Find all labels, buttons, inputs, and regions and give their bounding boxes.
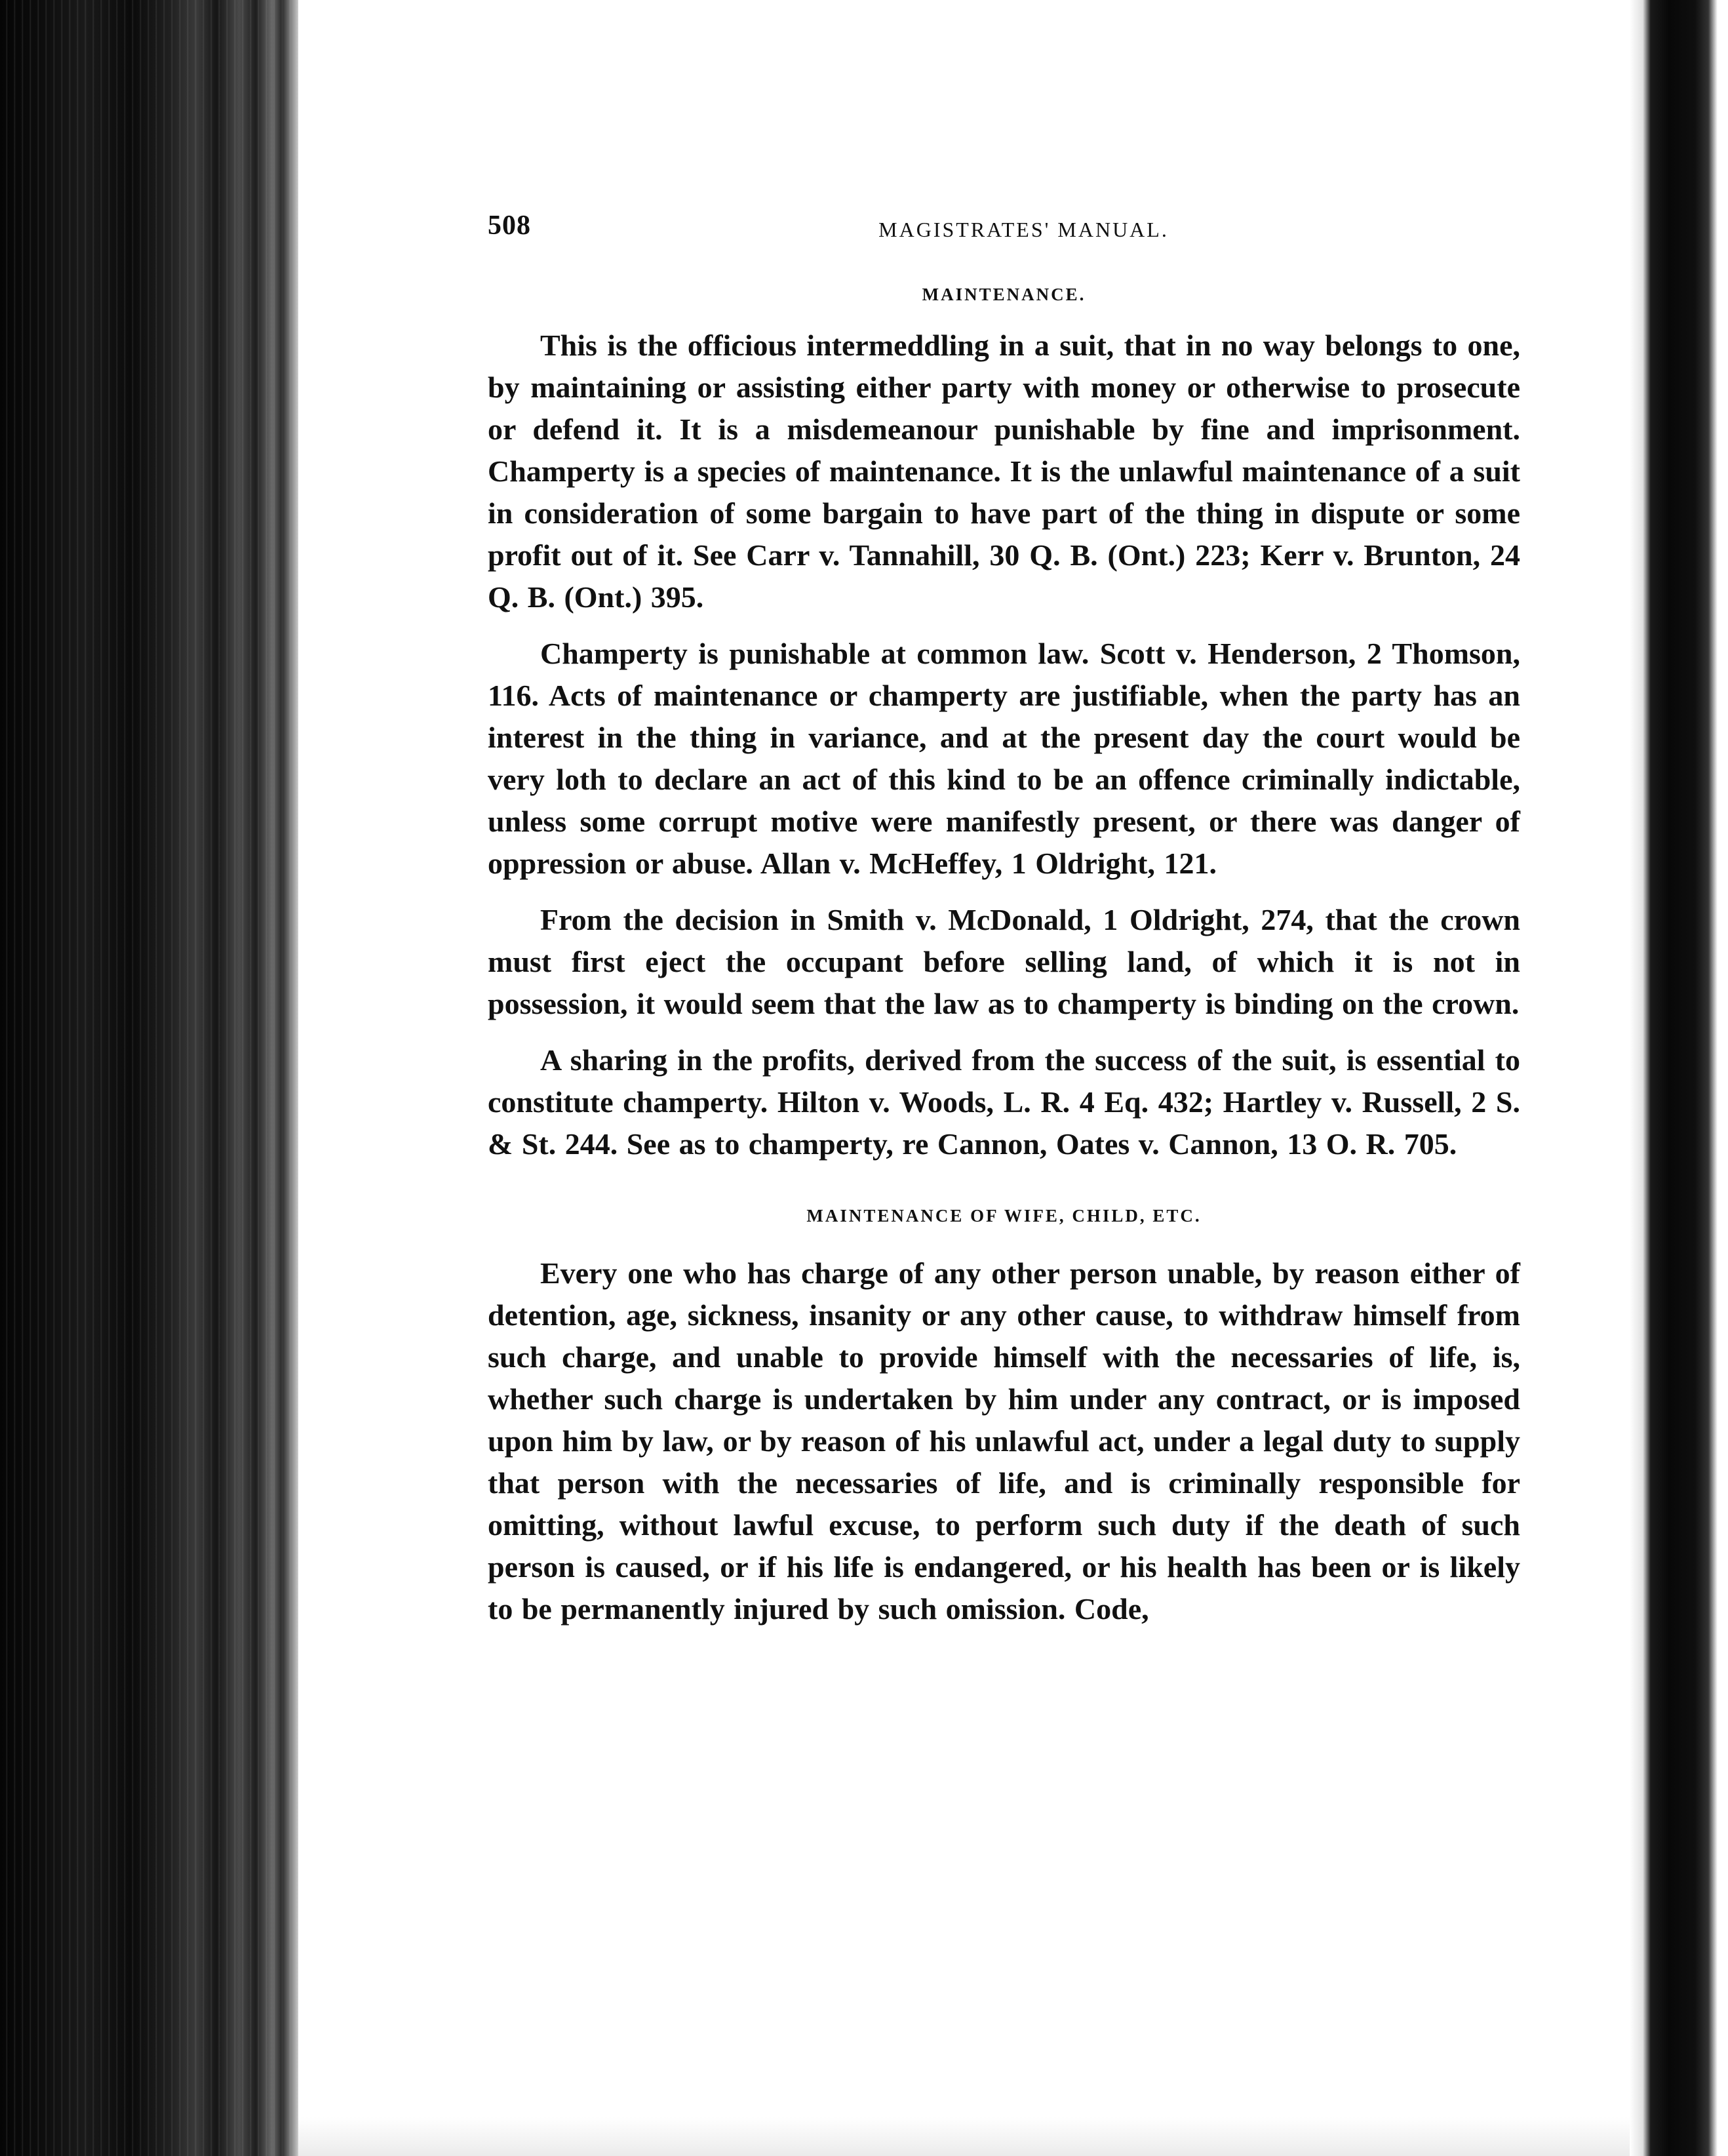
running-title: MAGISTRATES' MANUAL. — [878, 218, 1169, 241]
page-edge-shadow — [1630, 0, 1728, 2156]
paragraph: Every one who has charge of any other person unable, by reason either of detention, age, sickness, insanity or any other cause, to withdraw himself from such charge, and unable to provide himself with the necessaries of life, is, whether such charge is undertaken by him under any contract, or is imposed upon him by law, or by reason of his unlawful act, under a legal duty to supply that person with the necessaries of life, and is criminally responsible for omitting, without lawful excuse, to perform such duty if the death of such person is caused, or if his life is endangered, or his health has been or is likely to be permanently injured by such omission. Code, — [488, 1256, 1520, 1626]
running-head — [488, 203, 1520, 256]
book-binding-gutter — [0, 0, 298, 2156]
paragraph: This is the officious intermeddling in a suit, that in no way belongs to one, by maintaining or assisting either party with money or otherwise to prosecute or defend it. It is a misdemeanour punishable by fine and imprisonment. Champerty is a species of maintenance. It is the unlawful maintenance of a suit in consideration of some bargain to have part of the thing in dispute or some profit out of it. See Carr v. Tannahill, 30 Q. B. (Ont.) 223; Kerr v. Brunton, 24 Q. B. (Ont.) 395. — [488, 329, 1520, 614]
page-content — [488, 203, 1520, 1630]
paragraph: From the decision in Smith v. McDonald, 1 Oldright, 274, that the crown must first eject the occupant before selling land, of which it is not in possession, it would seem that the law as to champerty is binding on the crown. — [488, 903, 1520, 1020]
section-heading-maintenance: MAINTENANCE. — [922, 285, 1086, 304]
section-heading-maintenance-of-wife: MAINTENANCE OF WIFE, CHILD, ETC. — [806, 1206, 1202, 1226]
paragraph: Champerty is punishable at common law. Scott v. Henderson, 2 Thomson, 116. Acts of maintenance or champerty are justifiable, when the party has an interest in the thing in variance, and at the present day the court would be very loth to declare an act of this kind to be an offence criminally indictable, unless some corrupt motive were manifestly present, or there was danger of oppression or abuse. Allan v. McHeffey, 1 Oldright, 121. — [488, 637, 1520, 880]
page-number: 508 — [488, 210, 531, 241]
paragraph: A sharing in the profits, derived from the success of the suit, is essential to constitute champerty. Hilton v. Woods, L. R. 4 Eq. 432; Hartley v. Russell, 2 S. & St. 244. See as to champerty, re Cannon, Oates v. Cannon, 13 O. R. 705. — [488, 1043, 1520, 1161]
page-bottom-shadow — [298, 2117, 1630, 2156]
